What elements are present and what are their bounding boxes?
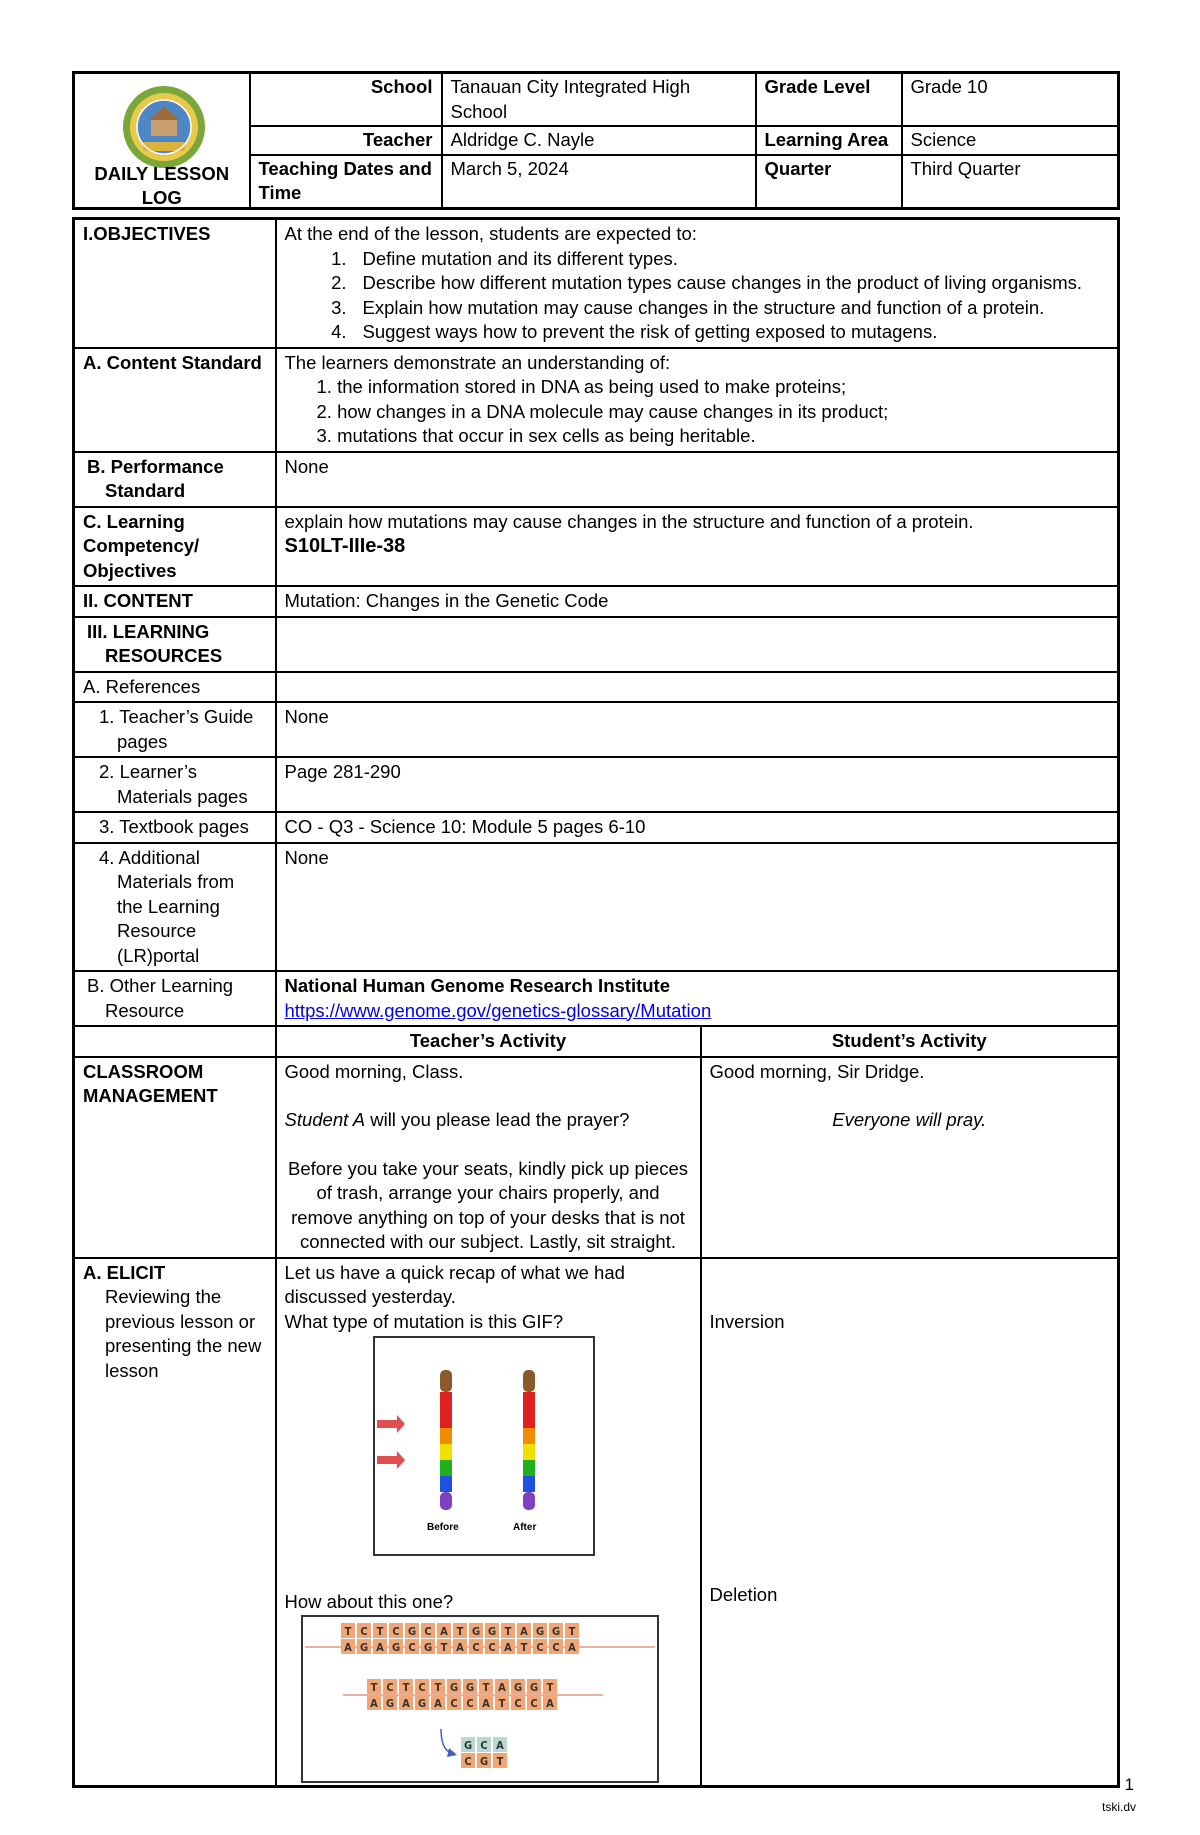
dna-base-letter: G [535, 1624, 544, 1638]
dna-base-letter: G [479, 1754, 488, 1768]
dates-label: Teaching Dates and Time [250, 155, 442, 209]
before-label: Before [426, 1522, 459, 1533]
list-item: 4. Suggest ways how to prevent the risk of getting exposed to mutagens. [331, 321, 938, 342]
student-activity-header: Student’s Activity [701, 1026, 1119, 1057]
performance-standard-row [74, 452, 1119, 507]
elicit-teacher-cell [276, 1258, 701, 1787]
dna-base-letter: C [463, 1754, 472, 1768]
classroom-teacher-cell [276, 1057, 701, 1258]
competency-label: C. Learning Competency/ Objectives [74, 507, 276, 587]
student-prayer: Everyone will pray. [832, 1109, 987, 1130]
list-item: 3. mutations that occur in sex cells as being heritable. [316, 425, 756, 446]
elicit-recap: Let us have a quick recap of what we had discussed yesterday. [284, 1261, 625, 1307]
dna-base-letter: C [487, 1640, 496, 1654]
dates-value: March 5, 2024 [442, 155, 756, 209]
dna-base-letter: C [551, 1640, 560, 1654]
performance-standard-value: None [276, 452, 1119, 507]
list-item: 2. how changes in a DNA molecule may cause changes in its product; [316, 400, 889, 422]
dna-base-letter: A [455, 1640, 464, 1654]
dna-base-letter: C [391, 1624, 400, 1638]
other-resource-cell [276, 971, 1119, 1026]
quarter-value: Third Quarter [902, 155, 1119, 209]
other-resource-link[interactable]: https://www.genome.gov/genetics-glossary/Mutation [284, 999, 712, 1021]
chromosome-after [523, 1370, 535, 1510]
dna-base-letter: T [520, 1640, 527, 1654]
lm-label: 2. Learner’s Materials pages [74, 757, 276, 812]
dna-base-letter: A [433, 1696, 442, 1710]
dna-base-letter: C [423, 1624, 432, 1638]
chromosome-before [440, 1370, 452, 1510]
dna-base-letter: G [423, 1640, 432, 1654]
objectives-list [285, 247, 1110, 345]
dna-base-letter: T [498, 1696, 505, 1710]
arrow-icon [377, 1415, 405, 1469]
tg-row [74, 702, 1119, 757]
school-label: School [250, 73, 442, 127]
quarter-label: Quarter [756, 155, 902, 209]
dna-base-letter: C [529, 1696, 538, 1710]
list-item: 1. Define mutation and its different types. [331, 247, 678, 269]
references-row [74, 672, 1119, 703]
elicit-row [74, 1258, 1119, 1787]
other-resource-label: B. Other Learning Resource [74, 971, 276, 1026]
classroom-label: CLASSROOM MANAGEMENT [74, 1057, 276, 1258]
list-item: 1. the information stored in DNA as being used to make proteins; [316, 376, 847, 397]
dna-base-letter: A [567, 1640, 576, 1654]
dna-base-letter: G [529, 1680, 538, 1694]
tb-label: 3. Textbook pages [74, 812, 276, 843]
competency-value: explain how mutations may cause changes in the structure and function of a protein. [284, 510, 974, 532]
dna-base-letter: A [481, 1696, 490, 1710]
dna-base-letter: C [407, 1640, 416, 1654]
resources-row [74, 617, 1119, 672]
elicit-question-2: How about this one? [284, 1591, 454, 1612]
objectives-intro: At the end of the lesson, students are expected to: [284, 223, 697, 244]
dna-base-letter: G [407, 1624, 416, 1638]
grade-label: Grade Level [756, 73, 902, 127]
teacher-label: Teacher [250, 126, 442, 155]
elicit-desc: Reviewing the previous lesson or presenting the new lesson [105, 1286, 262, 1381]
dna-base-letter: T [482, 1680, 489, 1694]
objectives-label: I.OBJECTIVES [74, 219, 276, 348]
dna-base-letter: A [497, 1680, 506, 1694]
dna-base-letter: T [546, 1680, 553, 1694]
dna-base-letter: T [456, 1624, 463, 1638]
content-standard-cell [276, 348, 1119, 452]
resources-label: III. LEARNING RESOURCES [74, 617, 276, 672]
list-item: 3. Explain how mutation may cause changes in the structure and function of a protein. [331, 296, 1045, 318]
dna-base-letter: T [568, 1624, 575, 1638]
tg-label: 1. Teacher’s Guide pages [74, 702, 276, 757]
lm-value: Page 281-290 [276, 757, 1119, 812]
dna-base-letter: T [370, 1680, 377, 1694]
objectives-row [74, 219, 1119, 348]
additional-row [74, 843, 1119, 972]
content-row [74, 586, 1119, 617]
teacher-activity-header: Teacher’s Activity [276, 1026, 701, 1057]
lesson-log-sheet [72, 71, 1120, 1788]
dna-base-letter: G [449, 1680, 458, 1694]
performance-standard-label: B. Performance Standard [74, 452, 276, 507]
dna-base-letter: A [495, 1738, 504, 1752]
elicit-label: A. ELICIT [83, 1261, 166, 1283]
area-label: Learning Area [756, 126, 902, 155]
dna-base-letter: C [417, 1680, 426, 1694]
dna-base-letter: T [402, 1680, 409, 1694]
dna-base-letter: C [471, 1640, 480, 1654]
content-standard-row [74, 348, 1119, 452]
references-label: A. References [74, 672, 276, 703]
competency-cell [276, 507, 1119, 587]
dna-base-letter: G [513, 1680, 522, 1694]
dna-base-letter: C [535, 1640, 544, 1654]
inversion-figure [373, 1336, 595, 1556]
grade-value: Grade 10 [902, 73, 1119, 127]
dna-base-letter: G [465, 1680, 474, 1694]
dna-base-letter: A [439, 1624, 448, 1638]
main-table [72, 217, 1120, 1788]
dna-base-letter: C [513, 1696, 522, 1710]
dna-base-letter: T [496, 1754, 503, 1768]
content-standard-label: A. Content Standard [74, 348, 276, 452]
teacher-value: Aldridge C. Nayle [442, 126, 756, 155]
dna-base-letter: T [504, 1624, 511, 1638]
dna-base-letter: C [465, 1696, 474, 1710]
dna-base-letter: A [519, 1624, 528, 1638]
student-greeting: Good morning, Sir Dridge. [709, 1060, 925, 1082]
classroom-greeting: Good morning, Class. [284, 1060, 464, 1082]
dna-base-letter: G [385, 1696, 394, 1710]
student-answer-inversion: Inversion [709, 1310, 785, 1332]
dna-base-letter: T [376, 1624, 383, 1638]
elicit-question-1: What type of mutation is this GIF? [284, 1310, 564, 1332]
additional-label: 4. Additional Materials from the Learning Resource (LR)portal [74, 843, 276, 972]
after-label: After [512, 1522, 536, 1533]
student-answer-deletion: Deletion [709, 1584, 778, 1605]
tb-value: CO - Q3 - Science 10: Module 5 pages 6-10 [276, 812, 1119, 843]
dna-base-letter: G [417, 1696, 426, 1710]
classroom-student-cell [701, 1057, 1119, 1258]
school-seal-logo [121, 84, 207, 170]
content-value: Mutation: Changes in the Genetic Code [276, 586, 1119, 617]
dna-base-letter: G [463, 1738, 472, 1752]
other-resource-row [74, 971, 1119, 1026]
dna-base-letter: A [503, 1640, 512, 1654]
dna-base-letter: A [401, 1696, 410, 1710]
school-value: Tanauan City Integrated High School [442, 73, 756, 127]
dna-base-letter: A [343, 1640, 352, 1654]
additional-value: None [276, 843, 1119, 972]
dna-base-letter: A [375, 1640, 384, 1654]
classroom-instructions: Before you take your seats, kindly pick up pieces of trash, arrange your chairs properly, and remove anything on top of your desks that is not connected with our subject. Lastly, sit straight. [287, 1157, 689, 1252]
content-label: II. CONTENT [74, 586, 276, 617]
classroom-row [74, 1057, 1119, 1258]
competency-code: S10LT-IIIe-38 [284, 535, 406, 557]
dna-base-letter: C [479, 1738, 488, 1752]
page-number: 1 [1124, 1775, 1134, 1794]
tg-value: None [276, 702, 1119, 757]
dna-base-letter: T [434, 1680, 441, 1694]
elicit-label-cell [74, 1258, 276, 1787]
dna-base-letter: A [545, 1696, 554, 1710]
dna-base-letter: C [449, 1696, 458, 1710]
dna-base-letter: G [487, 1624, 496, 1638]
dna-base-letter: G [551, 1624, 560, 1638]
objectives-cell [276, 219, 1119, 348]
deletion-figure [301, 1615, 659, 1783]
elicit-student-cell [701, 1258, 1119, 1787]
competency-row [74, 507, 1119, 587]
dna-base-letter: C [359, 1624, 368, 1638]
dna-base-letter: T [440, 1640, 447, 1654]
dna-base-letter: C [385, 1680, 394, 1694]
dna-base-letter: T [344, 1624, 351, 1638]
dna-base-letter: G [359, 1640, 368, 1654]
dna-base-letter: G [391, 1640, 400, 1654]
lm-row [74, 757, 1119, 812]
header-table [72, 71, 1120, 210]
list-item: 2. Describe how different mutation types cause changes in the product of living organisms. [331, 272, 1082, 293]
content-standard-intro: The learners demonstrate an understanding of: [284, 351, 671, 373]
dna-base-letter: G [471, 1624, 480, 1638]
other-resource-name: National Human Genome Research Institute [284, 975, 671, 996]
tb-row [74, 812, 1119, 843]
logo-cell [74, 73, 250, 209]
footer-mark: tski.dv [1101, 1800, 1136, 1814]
activity-header-row [74, 1026, 1119, 1057]
area-value: Science [902, 126, 1119, 155]
classroom-prayer-request: Student A will you please lead the prayer? [284, 1109, 630, 1130]
doc-title: DAILY LESSON LOG [94, 163, 230, 208]
dna-base-letter: A [369, 1696, 378, 1710]
